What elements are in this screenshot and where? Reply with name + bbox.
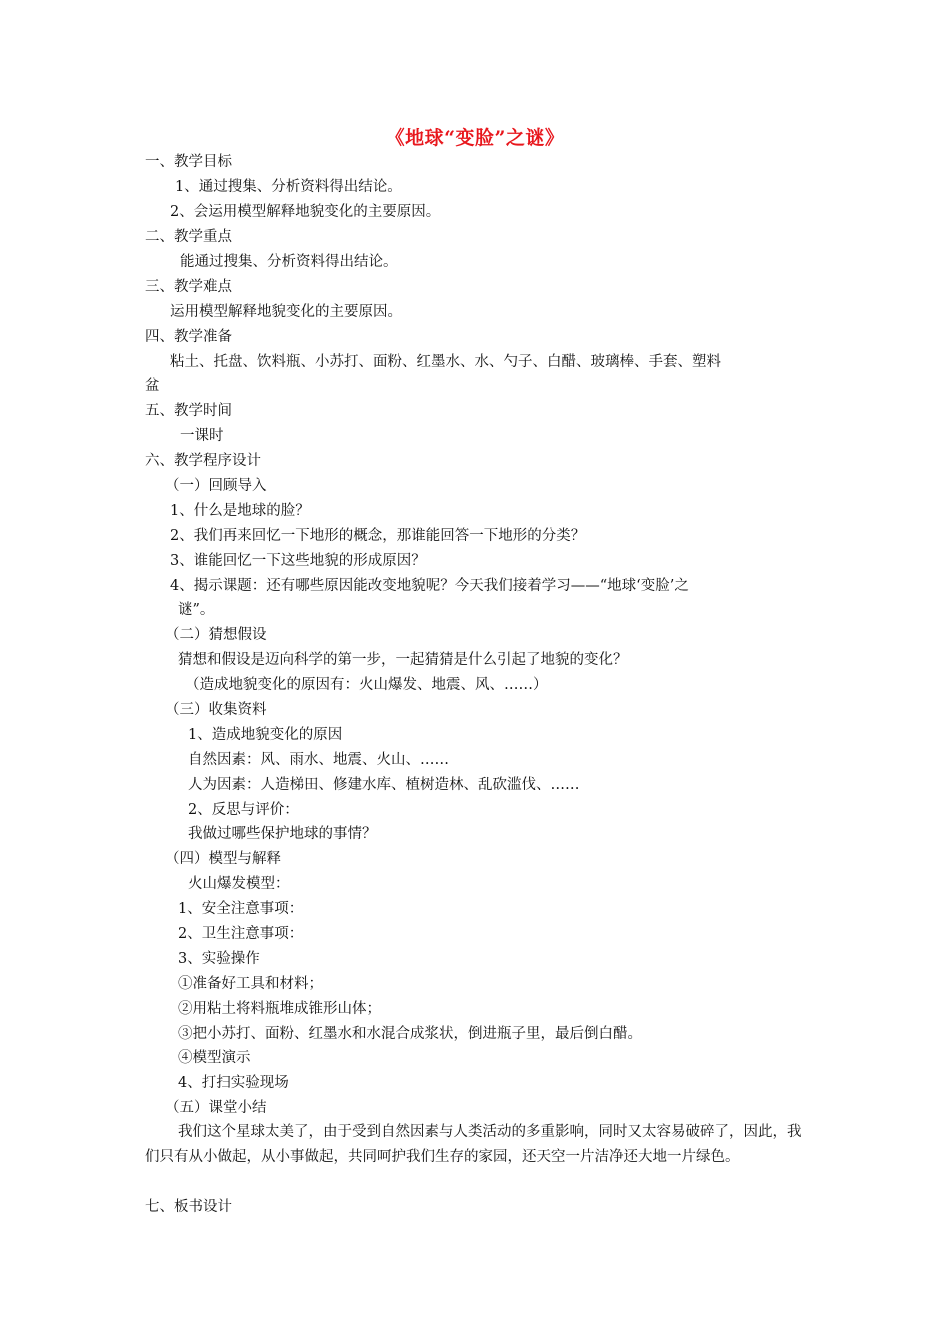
text-line: 1、安全注意事项： (178, 901, 304, 917)
text-line: 谜”。 (178, 602, 215, 618)
text-line: 能通过搜集、分析资料得出结论。 (180, 254, 398, 270)
section-heading: 一、教学目标 (145, 154, 232, 170)
text-line: 1、通过搜集、分析资料得出结论。 (175, 179, 402, 195)
subsection-heading: （三）收集资料 (165, 702, 267, 718)
text-line: 1、造成地貌变化的原因 (188, 727, 343, 743)
subsection-heading: （二）猜想假设 (165, 627, 267, 643)
text-line: ③把小苏打、面粉、红墨水和水混合成浆状，倒进瓶子里，最后倒白醋。 (178, 1026, 642, 1042)
text-line: 4、打扫实验现场 (178, 1075, 289, 1091)
text-line: 3、实验操作 (178, 951, 260, 967)
text-line: 火山爆发模型： (188, 876, 290, 892)
text-line: 2、会运用模型解释地貌变化的主要原因。 (170, 204, 441, 220)
text-line: 2、我们再来回忆一下地形的概念，那谁能回答一下地形的分类？ (170, 528, 586, 544)
text-line: 4、揭示课题：还有哪些原因能改变地貌呢？今天我们接着学习——“地球‘变脸’之 (170, 578, 689, 594)
document-title: 《地球“变脸”之谜》 (385, 127, 565, 149)
text-line: 人为因素：人造梯田、修建水库、植树造林、乱砍滥伐、…… (188, 777, 580, 793)
subsection-heading: （五）课堂小结 (165, 1100, 267, 1116)
text-line: 2、反思与评价： (188, 802, 299, 818)
text-line: 猜想和假设是迈向科学的第一步，一起猜猜是什么引起了地貌的变化？ (178, 652, 628, 668)
text-line: ④模型演示 (178, 1050, 251, 1066)
text-line: 自然因素：风、雨水、地震、火山、…… (188, 752, 449, 768)
text-line: 运用模型解释地貌变化的主要原因。 (170, 304, 402, 320)
section-heading: 二、教学重点 (145, 229, 232, 245)
text-line: ②用粘土将料瓶堆成锥形山体； (178, 1001, 381, 1017)
section-heading: 六、教学程序设计 (145, 453, 261, 469)
text-line: 粘土、托盘、饮料瓶、小苏打、面粉、红墨水、水、勺子、白醋、玻璃棒、手套、塑料 (170, 354, 721, 370)
section-heading: 三、教学难点 (145, 279, 232, 295)
text-line: 盆 (145, 378, 160, 394)
subsection-heading: （四）模型与解释 (165, 851, 281, 867)
section-heading: 四、教学准备 (145, 329, 232, 345)
text-line: 3、谁能回忆一下这些地貌的形成原因？ (170, 553, 426, 569)
text-line: （造成地貌变化的原因有：火山爆发、地震、风、……） (185, 677, 548, 693)
text-line: 2、卫生注意事项： (178, 926, 304, 942)
section-heading: 七、板书设计 (145, 1199, 232, 1215)
text-line: 我做过哪些保护地球的事情？ (188, 826, 377, 842)
text-line: ①准备好工具和材料； (178, 976, 323, 992)
section-heading: 五、教学时间 (145, 403, 232, 419)
subsection-heading: （一）回顾导入 (165, 478, 267, 494)
text-line: 一课时 (180, 428, 224, 444)
summary-paragraph: 我们这个星球太美了，由于受到自然因素与人类活动的多重影响，同时又太容易破碎了，因此，我们只有从小做起，从小事做起，共同呵护我们生存的家园，还天空一片洁净还大地一片绿色。 (145, 1124, 802, 1165)
text-line: 1、什么是地球的脸？ (170, 503, 310, 519)
